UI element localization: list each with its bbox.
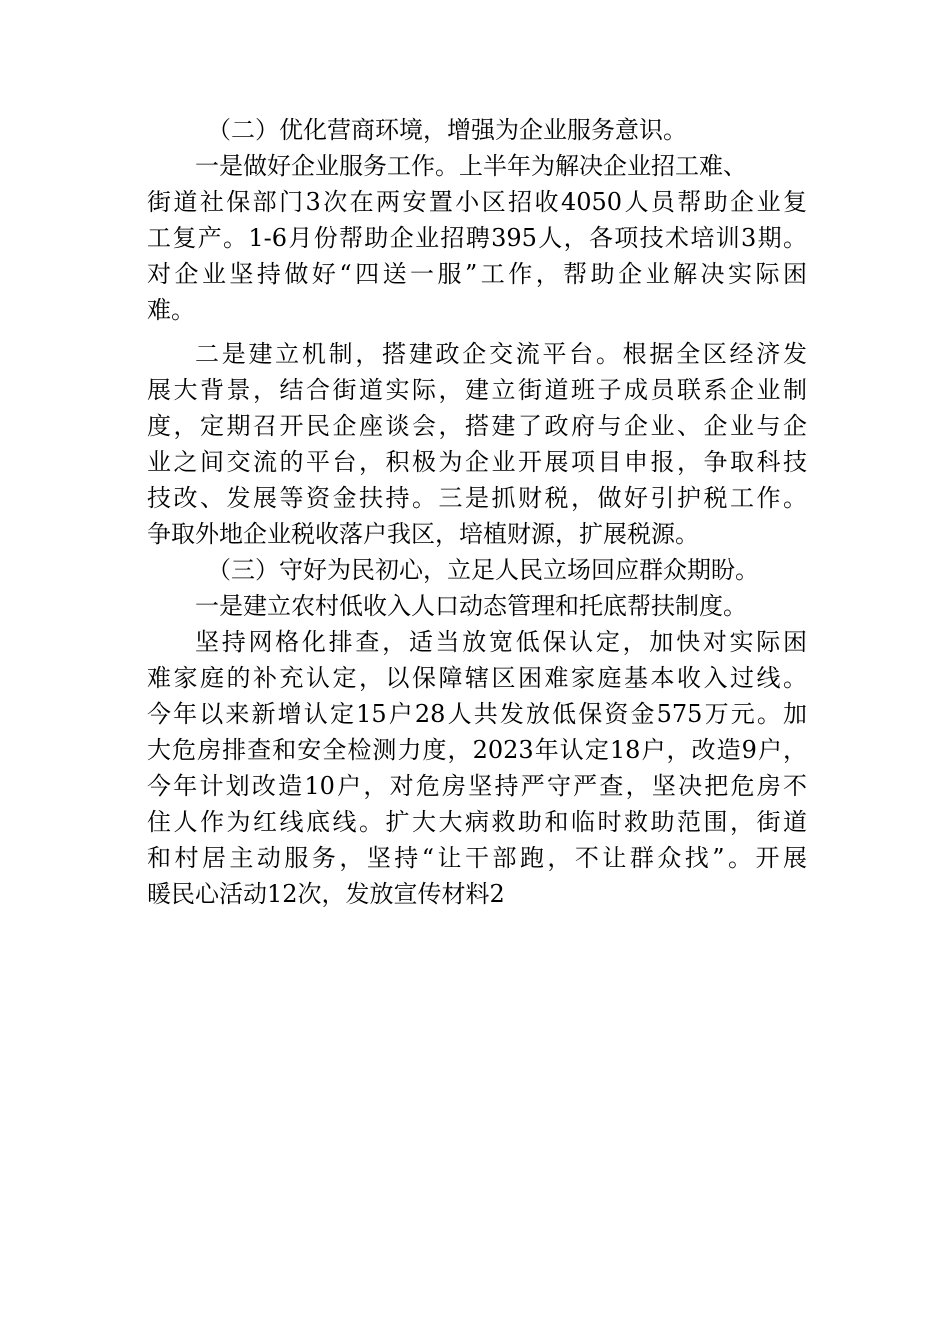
- paragraph-line: 住人作为红线底线。扩大大病救助和临时救助范围，街道: [147, 808, 807, 836]
- paragraph-spacer: [147, 328, 807, 336]
- paragraph-line: 对企业坚持做好“四送一服”工作，帮助企业解决实际困: [147, 260, 807, 288]
- paragraph-line: 坚持网格化排查，适当放宽低保认定，加快对实际困: [195, 628, 807, 656]
- paragraph-line: 业之间交流的平台，积极为企业开展项目申报，争取科技: [147, 448, 807, 476]
- paragraph-line: 争取外地企业税收落户我区，培植财源，扩展税源。: [147, 520, 699, 548]
- paragraph-line: 今年以来新增认定15户28人共发放低保资金575万元。加: [147, 700, 807, 728]
- paragraph-line: 一是建立农村低收入人口动态管理和托底帮扶制度。: [195, 592, 747, 620]
- paragraph-line: 今年计划改造10户，对危房坚持严守严查，坚决把危房不: [147, 772, 807, 800]
- paragraph-line: 大危房排查和安全检测力度，2023年认定18户，改造9户，: [147, 736, 807, 764]
- section-heading-3: （三）守好为民初心，立足人民立场回应群众期盼。: [207, 556, 759, 584]
- paragraph-line: 工复产。1-6月份帮助企业招聘395人，各项技术培训3期。: [147, 224, 807, 252]
- document-body: [147, 112, 807, 912]
- paragraph-line: 展大背景，结合街道实际，建立街道班子成员联系企业制: [147, 376, 807, 404]
- paragraph-line: 度，定期召开民企座谈会，搭建了政府与企业、企业与企: [147, 412, 807, 440]
- paragraph-line: 一是做好企业服务工作。上半年为解决企业招工难、: [195, 152, 747, 180]
- section-heading-2: （二）优化营商环境，增强为企业服务意识。: [207, 116, 687, 144]
- paragraph-line: 难。: [147, 296, 195, 324]
- paragraph-line: 二是建立机制，搭建政企交流平台。根据全区经济发: [195, 340, 807, 368]
- paragraph-line: 街道社保部门3次在两安置小区招收4050人员帮助企业复: [147, 188, 807, 216]
- paragraph-line: 难家庭的补充认定，以保障辖区困难家庭基本收入过线。: [147, 664, 807, 692]
- paragraph-line: 技改、发展等资金扶持。三是抓财税，做好引护税工作。: [147, 484, 807, 512]
- paragraph-line: 暖民心活动12次，发放宣传材料2: [147, 880, 505, 908]
- paragraph-line: 和村居主动服务，坚持“让干部跑，不让群众找”。开展: [147, 844, 807, 872]
